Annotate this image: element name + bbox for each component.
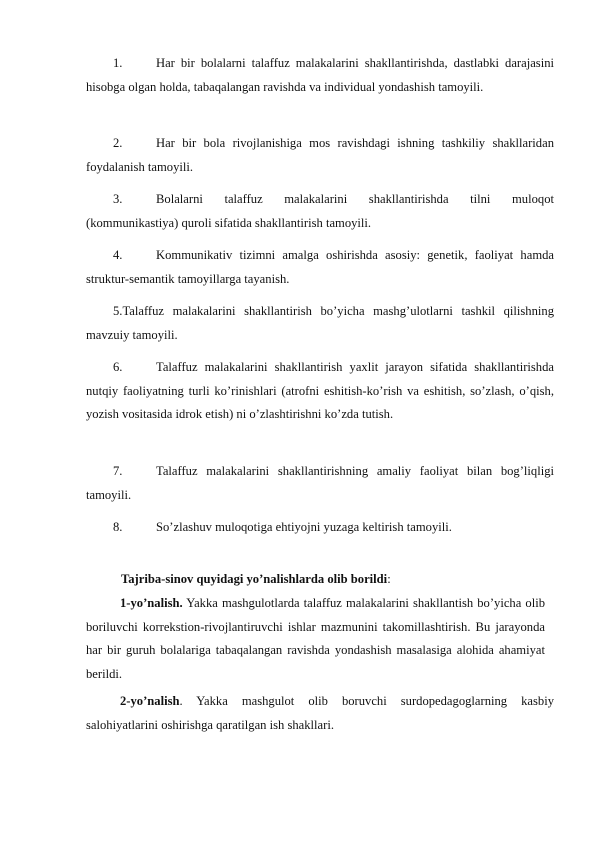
item-number: 2. bbox=[113, 136, 123, 150]
item-text: Talaffuz malakalarini shakllantirish bo’yicha mashg’ulotlarni tashkil qilishning mavzuiy tamoyili. bbox=[86, 304, 554, 342]
list-item-5 bbox=[86, 300, 554, 347]
list-item-6 bbox=[86, 356, 554, 427]
item-number: 6. bbox=[113, 360, 123, 374]
list-item-8 bbox=[86, 516, 554, 540]
heading-colon: : bbox=[387, 572, 391, 586]
item-number: 5. bbox=[113, 304, 123, 318]
section-heading bbox=[121, 568, 391, 592]
list-item-2 bbox=[86, 132, 554, 179]
direction-1-text: Yakka mashgulotlarda talaffuz malakalarini shakllantish bo’yicha olib boriluvchi korrekstion-rivojlantiruvchi ishlar mazmunini takomillashtirish. Bu jarayonda har bir guruh bolalariga tabaqalangan ravishda yondashish masalasiga alohida ahamiyat berildi. bbox=[86, 596, 545, 681]
item-text: Har bir bola rivojlanishiga mos ravishdagi ishning tashkiliy shakllaridan foydalanish tamoyili. bbox=[86, 136, 554, 174]
direction-1-paragraph bbox=[86, 592, 545, 686]
direction-2-text: . Yakka mashgulot olib boruvchi surdopedagoglarning kasbiy salohiyatlarini oshirishga qaratilgan ish shakllari. bbox=[86, 694, 554, 732]
item-text: Har bir bolalarni talaffuz malakalarini shakllantirishda, dastlabki darajasini hisobga olgan holda, tabaqalangan ravishda va individual yondashish tamoyili. bbox=[86, 56, 554, 94]
item-text: Bolalarni talaffuz malakalarini shakllantirishda tilni muloqot (kommunikastiya) quroli sifatida shakllantirish tamoyili. bbox=[86, 192, 554, 230]
list-item-3 bbox=[86, 188, 554, 235]
list-item-4 bbox=[86, 244, 554, 291]
direction-2-paragraph bbox=[86, 690, 554, 737]
item-text: So’zlashuv muloqotiga ehtiyojni yuzaga keltirish tamoyili. bbox=[156, 520, 452, 534]
direction-2-label: 2-yo’nalish bbox=[120, 694, 180, 708]
item-number: 1. bbox=[113, 56, 123, 70]
item-text: Kommunikativ tizimni amalga oshirishda asosiy: genetik, faoliyat hamda struktur-semantik tamoyillarga tayanish. bbox=[86, 248, 554, 286]
item-number: 8. bbox=[113, 520, 123, 534]
item-number: 7. bbox=[113, 464, 123, 478]
direction-1-label: 1-yo’nalish. bbox=[120, 596, 183, 610]
item-number: 4. bbox=[113, 248, 123, 262]
item-text: Talaffuz malakalarini shakllantirishning amaliy faoliyat bilan bog’liqligi tamoyili. bbox=[86, 464, 554, 502]
item-text: Talaffuz malakalarini shakllantirish yaxlit jarayon sifatida shakllantirishda nutqiy faoliyatning turli ko’rinishlari (atrofni eshitish-ko’rish va eshitish, so’zlash, o’qish, yozish vositasida idrok etish) ni o’zlashtirishni ko’zda tutish. bbox=[86, 360, 554, 421]
item-number: 3. bbox=[113, 192, 123, 206]
heading-text: Tajriba-sinov quyidagi yo’nalishlarda olib borildi bbox=[121, 572, 388, 586]
list-item-1 bbox=[86, 52, 554, 99]
list-item-7 bbox=[86, 460, 554, 507]
